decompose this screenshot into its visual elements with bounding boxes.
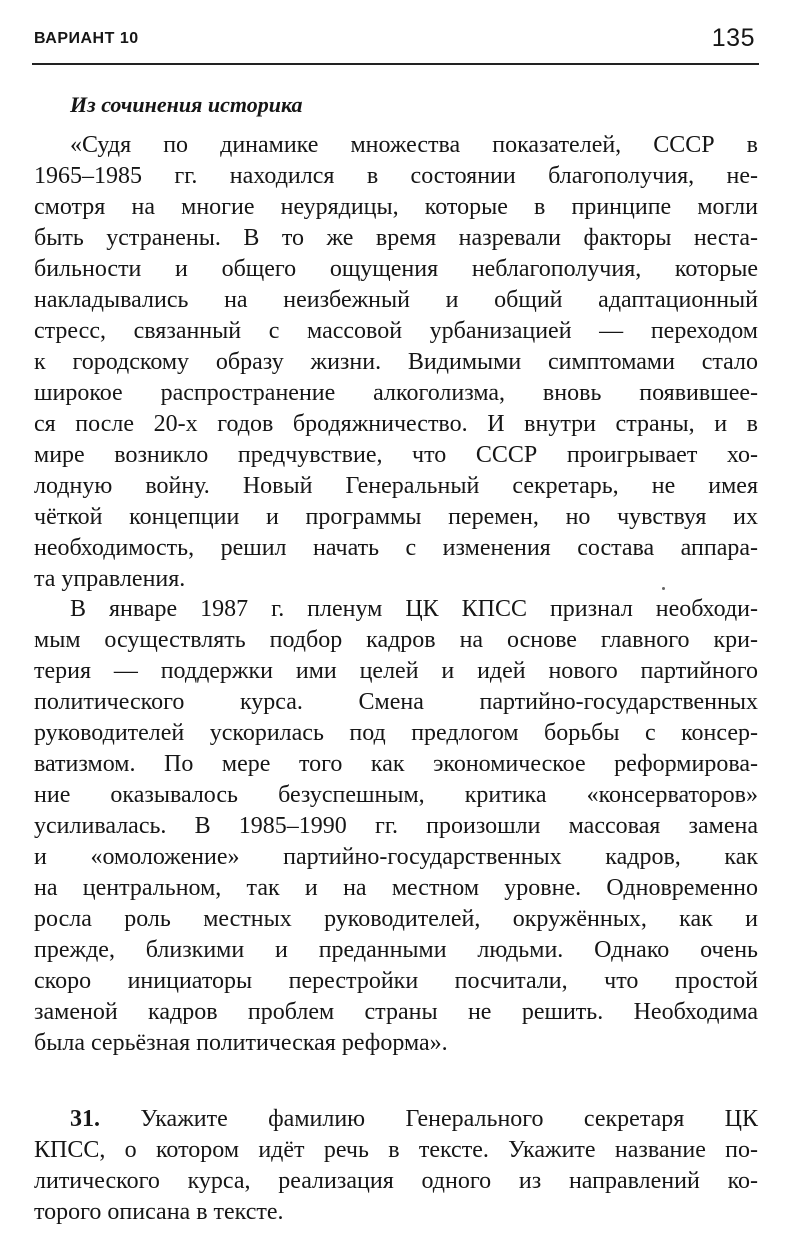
text-line: чёткой концепции и программы перемен, но чувствуя их — [34, 504, 758, 530]
text-line: политического курса. Смена партийно-государственных — [34, 689, 758, 715]
text-line: была серьёзная политическая реформа». — [34, 1030, 448, 1056]
running-head: ВАРИАНТ 10 — [34, 30, 139, 47]
question-line: литического курса, реализация одного из направлений ко- — [34, 1168, 758, 1194]
text-line: необходимость, решил начать с изменения состава аппара- — [34, 535, 758, 561]
text-line: и «омоложение» партийно-государственных кадров, как — [34, 844, 758, 870]
question-text: Укажите фамилию Генерального секретаря ЦК — [100, 1106, 758, 1132]
question-first-line — [34, 1104, 758, 1135]
text-line: прежде, близкими и преданными людьми. Однако очень — [34, 937, 758, 963]
text-line: быть устранены. В то же время назревали факторы неста- — [34, 225, 758, 251]
text-line: ся после 20-х годов бродяжничество. И внутри страны, и в — [34, 411, 758, 437]
text-line: накладывались на неизбежный и общий адаптационный — [34, 287, 758, 313]
text-line: ватизмом. По мере того как экономическое реформирова- — [34, 751, 758, 777]
text-line: В январе 1987 г. пленум ЦК КПСС признал необходи- — [70, 596, 758, 622]
text-line: смотря на многие неурядицы, которые в принципе могли — [34, 194, 758, 220]
text-line: росла роль местных руководителей, окружённых, как и — [34, 906, 758, 932]
text-line: на центральном, так и на местном уровне. Одновременно — [34, 875, 758, 901]
question-number: 31. — [70, 1106, 100, 1132]
question-line: торого описана в тексте. — [34, 1199, 284, 1225]
text-line: «Судя по динамике множества показателей, СССР в — [70, 132, 758, 158]
text-line: бильности и общего ощущения неблагополучия, которые — [34, 256, 758, 282]
text-line: мым осуществлять подбор кадров на основе главного кри- — [34, 627, 758, 653]
text-line: руководителей ускорилась под предлогом борьбы с консер- — [34, 720, 758, 746]
text-line: стресс, связанный с массовой урбанизацией — переходом — [34, 318, 758, 344]
text-line: терия — поддержки ими целей и идей нового партийного — [34, 658, 758, 684]
text-line: заменой кадров проблем страны не решить. Необходима — [34, 999, 758, 1025]
text-line: та управления. — [34, 566, 186, 592]
text-line: ние оказывалось безуспешным, критика «консерваторов» — [34, 782, 758, 808]
text-line: усиливалась. В 1985–1990 гг. произошли массовая замена — [34, 813, 758, 839]
text-line: к городскому образу жизни. Видимыми симптомами стало — [34, 349, 758, 375]
question-31 — [34, 1104, 758, 1228]
source-title: Из сочинения историка — [70, 92, 303, 117]
source-paragraph-2 — [34, 594, 758, 1059]
text-line: 1965–1985 гг. находился в состоянии благополучия, не- — [34, 163, 758, 189]
text-line: мире возникло предчувствие, что СССР проигрывает хо- — [34, 442, 758, 468]
page-number: 135 — [711, 24, 755, 52]
text-line: лодную войну. Новый Генеральный секретарь, не имея — [34, 473, 758, 499]
header-rule — [32, 63, 759, 65]
print-speck — [662, 587, 665, 590]
source-paragraph-1 — [34, 130, 758, 595]
text-line: скоро инициаторы перестройки посчитали, что простой — [34, 968, 758, 994]
question-line: КПСС, о котором идёт речь в тексте. Укажите название по- — [34, 1137, 758, 1163]
text-line: широкое распространение алкоголизма, вновь появившее- — [34, 380, 758, 406]
